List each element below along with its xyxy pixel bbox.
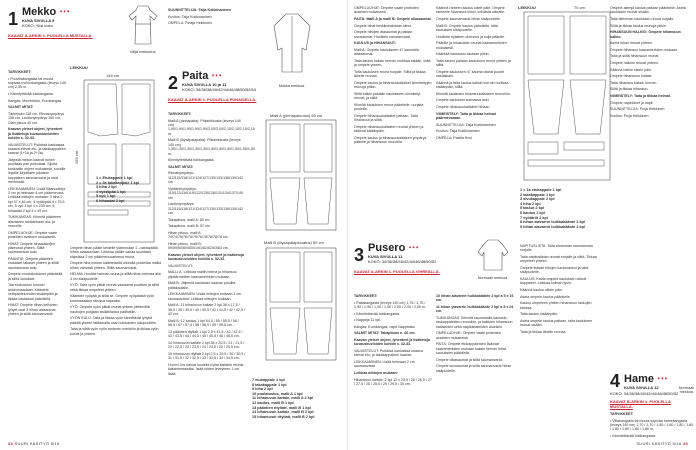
shirt-icon — [272, 10, 312, 80]
instruction-text: Ompele hihansuu kaavamerkkien mukaan. — [610, 47, 679, 52]
pusero-text: Leikkaa mittojen mukaan: — [354, 370, 398, 375]
instruction-text: Malli B: Ompele kaulus pääntielle, taita kauluksen sisäpuolelle. — [436, 23, 498, 32]
instruction-text: Ompele kauluksen 47 sauma oikeat puolet vastakkain. — [436, 69, 504, 79]
paita-col-1 — [168, 112, 255, 378]
right-page — [348, 0, 696, 450]
pieces-item: 2 = 2a takakappale 1 kpl — [96, 180, 140, 185]
pusero-text: • Nappeja 11 kpl. — [354, 318, 381, 323]
instruction-text: Taita alemman kauluksen reuna nurjalle. — [610, 17, 675, 21]
pusero-text: PAITA: Ompele etukappaleiden lisäosat kaavamerkkien mukaan kaksin kerroin hihat kauluksien pääntielle. — [436, 342, 506, 356]
paita-text: VALMIT MITAT: — [168, 164, 194, 169]
instruction-text: Ompele saumanvarat hihan sisäpuolelle. — [436, 17, 501, 21]
right-schematic-width: 70 cm — [574, 5, 585, 10]
right-col-1 — [354, 6, 432, 147]
paita-illustration — [272, 10, 312, 92]
instruction-text: VIIMEISTELY: Taita ja tikkaa helmat. — [610, 93, 671, 98]
hame-dots: ∙∙∙ — [657, 373, 668, 385]
instruction-text: Taita kaulus kaksin kerroin nurkkaa sisään, silitä ja ompele yhteen. — [354, 58, 431, 68]
mekko-text: Ompele hiha mekon käänteisellä oikealla puolellaa mallia hihan vahvasti yhteen. Silitä saumanvarat. — [70, 261, 162, 270]
instruction-text: Ompele hihansuukaitaleet paitaan. Taita hihansuut ja silitä. — [354, 113, 418, 123]
pieces-item: 6 hihaadat 2 kpl — [96, 198, 125, 203]
hame-size: KOKO: 34/36/38/40/42/44/46/48/50/52 — [610, 391, 679, 396]
mekko-text: HIHAT: Ompele hihaaukkojen yläreunat yhteen. Silitä saumanvarat auki. — [8, 241, 55, 255]
pieces-item: 9 hiha 2 kpl — [252, 387, 273, 392]
pusero-text: TUKIKANGAS: Kiinnitä saumanalla kaulusin, etukappaleiden reunoihin, ja kaikkien hihansuun kaitaleiden sekä napitustaiteiden alueisiin. — [436, 316, 513, 329]
paita-pieces-list — [252, 378, 346, 419]
paita-text: 14 hihanuvun kaitale 2 kpl 38 x 20,5 / 21 / 21,5 / 22 / 22,5 / 23 / 23,5 / 24 / 24,5 / 25 / 25,5 cm. — [168, 340, 245, 350]
pusero-pieces-list — [520, 188, 612, 229]
instruction-text: Taita hihansuu kaksin kerroin. — [610, 80, 658, 85]
mekko-illustration — [126, 4, 160, 52]
paita-text: Takapituus, malli A: 60 cm — [168, 217, 210, 222]
instruction-text: Taita kaulus sisäänpäin. — [520, 312, 559, 317]
paita-pattern-link[interactable]: KAAVAT A-ARKIN 1. PUOLELLA PUNAISELLA. — [168, 97, 257, 102]
mekko-text: VALMISTELUT: Poikkisä kankaissa osaava etevat etu- ja takakappaleen kaavat (1+1a ja 2+2a). — [8, 142, 66, 156]
mekko-text: VYÖ: Ompele vyön pitkät reunat yhteen jättämällä nauhojen pohjaan sisääntaotot pääfotkiin. — [70, 305, 150, 314]
paita-style: KUVA SIVULLA 10 ja 11 — [182, 82, 227, 87]
pusero-header — [354, 242, 474, 274]
pusero-col-1 — [354, 294, 432, 389]
instruction-text: SUUNNITTELIJA: Taija Kokkinaninen — [436, 122, 496, 127]
instruction-text: Silitä kaikki paidalle kaulukseen kiinnitetyt reunat, ja silitä. — [354, 91, 421, 101]
pusero-cutting-layout — [518, 4, 614, 182]
left-page-number: 34 — [8, 441, 14, 446]
instruction-text: Kääntää kaulaosio kaulaan pitkin. — [436, 52, 490, 57]
pieces-item: 1 = 1a etukappale 1 kpl — [520, 188, 562, 192]
instruction-text: Ompele listaan hihojen kaulusaukot ja taita sisäpuolelle. — [520, 266, 589, 275]
paita-text: Kiinnitytettävää tukikangasta. — [168, 158, 215, 163]
mekko-text: • Puuvillakangasta tai muuta sopivaa mekkokangasta (leveys 145 cm) 2,55 m. — [8, 76, 66, 90]
mekko-text: Kääntele vyöpää ja silitä se. Ompele vyöpäästä vyön kummassakin sivussa kapeaksi. — [70, 294, 155, 303]
right-col-4 — [610, 6, 690, 120]
pusero-text: • Kiinnitettävää tukikangasta. — [354, 311, 401, 316]
instruction-text: VIIMEISTELY: Taita ja tikkaa helmat päärmevaraan. — [436, 111, 496, 120]
pieces-item: 14 hihanuvun kaitale, malli B 2 kpl — [252, 410, 314, 415]
pusero-text: VALMISTELUT: Poikkisä kankaissa osaava etevat etu- ja takakappaleen kaavat. — [354, 348, 423, 358]
schematic-width: 145 cm — [106, 73, 120, 78]
mekko-cutting-layout — [70, 64, 160, 244]
pieces-item: 10 puolatuslus, malli A 1 kpl — [252, 391, 303, 396]
mekko-text: Tärkeysko 118 cm, Rinnanympärys 158 cm, Lantionympärys 160 cm, Olan pituus 40 cm. — [8, 111, 65, 125]
instruction-text: SUUNNITTELIJA: Pinja Heikkinen — [610, 107, 665, 112]
mekko-text: Kaavan yleiset ohjeet, lyhenteet ja lisätietoja kuvauskuvioiden kohtiin s. 32-33. — [8, 127, 63, 140]
paita-text: Malli B (löysäpalapaita): Pöksirikkusta (leveys 140 cm) 1,30/1,30/1,30/1,30/1,30/1,40/1,40/1,40/1,50/1,50/1,50 m. — [168, 138, 255, 156]
pusero-text: • Paitakangasta (leveys 140 cm) 1,75 / 1,75 / 1,90 / 1,90 / 1,90 / 1,90 / 2,00 / 2,00 / 2,00 m. — [354, 300, 426, 309]
mekko-text: PÄÄNTIE: Ompele pääntien mukaiset takaset yhteen ja silitä saumanvarat auki. — [8, 257, 59, 270]
pusero-text: TARVIKKEET: — [354, 294, 378, 298]
instruction-text: Silitä ja tikkaa kaulus reunoja pitkin. — [610, 23, 667, 28]
mekko-col-1 — [8, 70, 66, 319]
paita-text: Lantionympärys: 112/115/118/121/124/127/130/133/136/139/142 cm — [168, 202, 244, 216]
paita-dots: ∙∙∙ — [211, 70, 223, 82]
mekko-number: 1 — [8, 9, 19, 29]
hame-title: Hame — [624, 373, 654, 385]
instruction-text: Silitä ja tikkaa hihansuu. — [610, 87, 649, 92]
pusero-title: Pusero — [368, 242, 406, 254]
schematic-a-label: Malli A (pinnapainotus) 50 cm — [270, 113, 323, 118]
instruction-text: Taita kauluksen reuna nurjalle. Silitä ja tikkaa lähelle reunaa. — [354, 69, 426, 79]
instruction-text: Ompele kaulus ja hihansuukaitaleet kiinnitettyjen reunoja pitkin. — [354, 80, 432, 90]
paita-text: 13 pääntien rityliatt 1 kpl 2,5 x 41,5 / 42 / 42,5 / 43 / 43,5 / 44 / 44,5 / 45 / 45,5 / 46 / 46,5 cm. — [168, 329, 243, 339]
paita-title: Paita — [182, 70, 209, 82]
hame-photo-caption: Normaali mekkoa. — [678, 386, 694, 394]
mekko-text: OMPELUOHJE: Ompele vaate pinteiden avaimen mukaisesti. — [8, 230, 58, 240]
mekko-text: Järjestä mekon kaavat toinen puolilaas pari puikulaas. Sijoita kankaalle ohjeet mukaisesti, suorille linjoille kirjoittaen jokaisen kappaleen saumanvarat ja osat merkinnät. — [8, 158, 66, 185]
pieces-item: 7 vyötäröt 2 kpl — [520, 215, 548, 220]
hame-pattern-link[interactable]: KAAVAT B-ARKIN 1. PUOLELLA MUSTALLA. — [610, 399, 671, 409]
instruction-text: Taita ja silitä hihansuun reunat. — [610, 54, 660, 59]
instruction-text: Aseta ompele kaulus pääntielle. — [520, 294, 571, 299]
paita-cutting-layout — [250, 112, 344, 367]
pieces-item: 13 pääntien rityliatt, malli B 1 kpl — [252, 405, 311, 410]
right-footer — [636, 441, 688, 446]
instruction-text: Malli A: Ompele kaulukseen 47 saumalla alassaumat. — [354, 47, 419, 57]
paita-text: Kuvitus: Talja Kokkinaninen — [168, 14, 212, 19]
pieces-item: 4 vyötöpää 1 kpl — [96, 189, 126, 194]
mekko-text: VYÖN KULU: Taita ja tikkaa vyön kiinnittävät lyhyitä paleitä yhteen taittamalla osan kankaiden ulkopuolelle. — [70, 316, 157, 325]
paita-text: Hihan pituus, malli B: 59/59/60/60/60/61/61/62/62/63/63 cm — [168, 241, 228, 251]
mekko-text: VYÖ: Taita vyön pitkät reunat vastaavat puoliiset ja silitä sekä tikkaa ompeleet yhteen. — [70, 283, 160, 292]
pusero-text: VALMIT MITAT: Takapituus n. 66 cm. — [354, 331, 416, 336]
instruction-text: Käännä kaulus oikein päin. — [520, 288, 563, 292]
pieces-item: 8 hihan alavarrin hulkkakäänte 2 kpl — [520, 220, 585, 225]
pieces-item: 5 taskut 2 kpl — [520, 206, 545, 211]
mekko-size: KOKO: Yksi koko — [22, 23, 53, 28]
mekko-text: Taita ja silitä vyön vyön avoimen merkkiin ja tikkaa vyön kuluts ja yhteen. — [70, 327, 159, 336]
pusero-text: Ompele olkasaumat ja silitä saumanvarat. — [436, 357, 503, 362]
pusero-dots: ∙∙∙ — [408, 242, 420, 254]
instruction-text: OMPELU: Pasilla Hovi — [436, 135, 472, 140]
paita-text: 15 hihanuvun rityliatt 2 kpl 2,5 x 29,5 / 30 / 30,5 / 31 / 31,5 / 32 / 32,5 / 33 / 33,5 / 34 / 34,5 cm. — [168, 351, 246, 361]
instruction-text: Huolitele riyliatten ohennus ja sulje pääntie. — [436, 34, 506, 39]
instruction-text: Käännä ranteen kaulus oikeit päin. Ompele ranteelle hihansuut kiinni, kohdista oikealle. — [436, 6, 506, 15]
paita-size: KOKO: 34/36/38/40/42/44/46/48/50/52/54 — [182, 87, 256, 92]
instruction-text: Kiinnitä kauluksen reuna pääntielle, nurjalta puolelta. — [354, 102, 424, 112]
pusero-col-2 — [436, 294, 514, 375]
mekko-col-2 — [70, 246, 162, 338]
schematic-title: LEIKKUU — [70, 65, 88, 70]
right-magazine-name: SUURI KÄSITYÖ 5/16 — [636, 441, 682, 446]
paita-text: Hihan pituus, malli A: 74/74/76/76/76/76/76/78/78/78/78 cm — [168, 230, 228, 240]
pieces-item: 5 vyö 1 kpl — [96, 194, 116, 199]
pusero-text: 10 hihan alavarrin hulkkakäänte 2 kpl a 5 x 16 cm. — [436, 294, 514, 303]
instruction-text: Kiinnitä kaulaosio hihansuukaitaleen reunoihin. — [436, 91, 511, 96]
hame-text: • Kiinnitettävää tukikangasta. — [610, 434, 657, 438]
left-magazine-name: SUURI KÄSITYÖ 5/16 — [14, 441, 60, 446]
pieces-item: 1 = Etukappale 1 kpl — [96, 176, 133, 180]
mekko-text: • Kiinnityttävää tukikangasta. — [8, 92, 54, 96]
pusero-text: Hihansuun kaitale: 2 kpl 12 x 25,5 / 26 / 26,5 / 27 / 27,5 / 28 / 28,5 / 29 / 29,5 / 30 cm. — [354, 377, 432, 386]
instruction-text: Ompele hihansuun kaitale. — [610, 74, 653, 79]
instruction-text: OMPELUOHJE: Ompele vaate pinteiden avaimen mukaisesti. — [354, 6, 419, 15]
mekko-text: HELMA: Huolitte helman reuna ja silitä hihan helmaa alla 4 cm sisäpuolelle. — [70, 272, 161, 281]
mekko-text: LEIKKAAMINEN: Lisää filkanuotteja 3 cm ja helmaan 4 cm päärmevara. Leikkaa mittojen mukaan: 3 hiha 2 kpl 57 x 46 cm, 4 vyötöpää 4 x 75,5 cm, 5 vyö 1 kpl 4 x 235 cm, 6 hihaadat 2 kpl 4 x 49 cm. — [8, 186, 66, 213]
instruction-text: Aseta ompele kaulus paitaan, taita kauluksen reunat sisään. — [520, 318, 593, 328]
pusero-text: Kangas: Eurokangas, napit Napptosta. — [354, 324, 416, 329]
hame-style: KUVA SIVULLA 12 — [624, 385, 659, 390]
right-schematic-title: LEIKKUU — [518, 5, 536, 10]
mekko-text: VALMIT MITAT: — [8, 105, 34, 110]
instruction-text: NAPITUSLISTA: Taita etureunan saumanvara nurjalle. — [520, 244, 593, 253]
mekko-text: Kangas: Morrinekko, Eurokangas. — [8, 98, 63, 103]
instruction-text: Ompele hihat keskikohdistaan kiinni. — [354, 23, 413, 28]
paita-text: Malli B: Jäljennä kaulaosio kaavan puolilta paitakaulalle. — [168, 281, 236, 290]
mekko-text: TARVIKKEET: — [8, 70, 32, 74]
hame-number: 4 — [610, 371, 621, 391]
mekko-pattern-link[interactable]: KAAVAT A-ARKIN 1. PUOLELLA MUSTALLA. — [8, 33, 93, 38]
instruction-text: Ompele kaulukset kulmassa auki. — [436, 98, 490, 103]
right-page-number: 35 — [682, 441, 688, 446]
left-footer — [8, 441, 60, 446]
instruction-text: Taita kaulus paitaan kauluksen reuna yhteen ja silitä. — [436, 58, 511, 68]
instruction-text: PAITA: Malli A ja malli B: Ompele olkasaumat. — [354, 17, 432, 21]
instruction-text: Kuvitus: Pinja Heikkinen — [610, 113, 649, 118]
instruction-text: Ompele hihansuukaitaleet hihaan. — [436, 104, 491, 109]
mekko-text: HIHAT: Ompele hihan kelluvien lyhyet osat 3 hihan alasaumat yhteen ja silitä saumanvarat. — [8, 303, 58, 317]
paita-text: LEIKKAAMINEN: Lisää mittojen mukaan 1 cm saumanvarat. Leikkaa mittojen mukaan. — [168, 292, 242, 301]
instruction-text: Ompele halkion reunat yhteen. — [610, 60, 659, 65]
pusero-illustration — [476, 238, 510, 280]
paita-text: VALMISTELUT: — [168, 263, 193, 268]
paita-text: Huom! Jos haluat huolella riyliat kaitalen reunat kaksinkertaisiksi, lisää niiden leveyteen 1 cm lisää. — [168, 362, 244, 376]
pieces-item: 2 takakappale 1 kpl — [520, 192, 555, 197]
pieces-item: 6 kaulus 1 kpl — [520, 210, 545, 215]
paita-number: 2 — [168, 73, 179, 93]
mekko-text: TUKIKANGAS: Kiinnitä päänteen alavaiosin tukikankaan ala- ja reunoille. — [8, 215, 61, 229]
mekko-text: Ompele muotoluotokset pääntiellä ja silitä luotukset. — [8, 272, 63, 281]
pusero-photo-caption: Normaali mekkoa. — [477, 276, 509, 280]
paita-text: Kaavan yleiset ohjeet, lyhenteet ja lisätietoja kuvauskuvioiden kohtiin s. 32-33. — [168, 252, 244, 262]
hame-text: TARVIKKEET: — [610, 412, 634, 416]
instruction-text: Kuvitus: Taija Kokkinaninen — [436, 129, 480, 134]
pieces-item: 12 kaulus, malli B 1 kpl — [252, 400, 294, 405]
instruction-text: Käännä ja taita kaulus kaksin kerroin nurkkaa sisäänpäin, silitä. — [436, 80, 509, 90]
paita-text: Malli B: 12 kaulus 1 kpl 54,5 / 55 / 55,5 / 56 / 56,5 / 57 / 57,5 / 58 / 58,5 / 59 / 59,5 cm. — [168, 318, 239, 328]
instruction-text: Taita ja tikkaa lähelle reunaa. — [520, 329, 567, 334]
mekko-style: KUVA SIVULLA 5 — [22, 18, 55, 23]
pieces-item: 9 hihan alavarrin hulkkakäänte 2 kpl — [520, 224, 585, 229]
paita-text: SUUNNITTELIJA: Talja Kokkinaninen — [168, 8, 232, 12]
paita-intro-col — [168, 8, 258, 28]
mekko-photo-caption: Väljä mekkotus. — [129, 50, 157, 54]
pusero-style: KUVA SIVULLA 11 — [368, 254, 403, 259]
instruction-text: Aseta hihan reunat yhteen. — [610, 41, 653, 46]
pusero-text: Ompele sivusaumat ja silitä saumanvarat hihan sisäpuolelle. — [436, 364, 512, 373]
schematic-b-label: Malli B (löysäpalapinnatus) 50 cm — [264, 240, 324, 245]
instruction-text: Ompele kaulus ja hihansuukaitaleen ympärys pääntie ja hihansuun reunoilla. — [354, 135, 427, 145]
pieces-item: 15 hihanuvun rityliatt, malli B 2 kpl — [252, 414, 315, 419]
paita-text: TARVIKKEET: — [168, 112, 192, 116]
paita-text: Rinnanympärys: 112/115/118/121/124/127/130/133/136/139/142 cm — [168, 171, 244, 185]
instruction-text: Ompele hihansuukaitaleen reunat yhteen ja käännä sisäänpäin. — [354, 124, 424, 134]
pieces-item: 4 hiha 2 kpl — [520, 201, 541, 206]
instruction-text: Ompele alempi kaulus paitaan pääntielle. Aseta kauluksen reunat sisään. — [610, 6, 686, 15]
paita-text: Vyötärönympärys: 110/113/116/119/122/125/128/131/134/137/140 cm — [168, 186, 243, 200]
mekko-title: Mekko — [22, 6, 57, 18]
pieces-item: 8 takakappale 1 kpl — [252, 382, 287, 387]
paita-text: Malli A: 11 hihanuvun kaitale 2 kpl 38 x 17,5 / 38,5 / 39 / 39,5 / 40 / 40,5 / 41 / 41,5 / 42 / 42,5 / 43 cm. — [168, 303, 245, 317]
right-col-2 — [436, 6, 514, 142]
schematic-height: 255 cm — [74, 150, 79, 164]
pieces-item: 3 sivukappale 2 kpl — [520, 197, 555, 202]
instruction-text: Pääntie ja hihasuiden reunat kaavamerkkien mukaisesti. — [436, 41, 507, 50]
paita-text: Malli A (pinnapaita): Pöksirikkusta (leveys 140 cm) 1,90/1,90/1,90/1,90/1,90/2,00/2,00/2,10/2,10/2,10/2,10 m. — [168, 118, 255, 136]
instruction-text: HIHANSUUN HALKIO: Ompele hihansuun halkio. — [610, 30, 681, 39]
hame-text: • Villakangasta tai muuta sopivaa hamekangasta (leveys 140 cm) 1,70 / 1,70 / 1,80 / 1,80 / 1,80 / 1,80 / 1,80 / 1,80 / 1,80 / 1,80 m. — [610, 418, 694, 432]
mekko-text: Taa etukuvioon kuinnin aukkomaadaan. Kääntele vetäpäntekohdan sisäänpäin ja tikkaa vastaavat pääntiellä. — [8, 283, 58, 301]
instruction-text: KAULUS: Kaula ompele kauluksen oikeat kappaleet. Leikkaa kulmat hyvin. — [520, 277, 587, 286]
instruction-text: Ompele hihojen alasaumat ja paidan sivusaumat. Huolitele saumanvarat. — [354, 30, 413, 39]
pieces-item: 11 hihanuvun kaitale, malli A 2 kpl — [252, 396, 314, 401]
instruction-text: Kaulus ompeleen yhteen hihansuun taskujen kanssa. — [520, 301, 592, 310]
mekko-header — [8, 6, 118, 38]
paita-text: Takapituus, malli B: 57 cm — [168, 224, 210, 229]
pieces-item: 7 etukappale 1 kpl — [252, 378, 285, 382]
pieces-item: 3 hiha 2 kpl — [96, 185, 117, 190]
pusero-text: Kaavan yleiset ohjeet, lyhenteet ja lisätietoja kuvauskuvioiden kohtiin s. 32-33. — [354, 337, 430, 347]
paita-photo-caption: Mukka mekkoa. — [278, 84, 306, 88]
mekko-pieces-list — [96, 176, 162, 204]
mekko-text: Ompele hihan pääle kestelle yläreunaan 1 –vastapäätä hihan alasaumaan. Leikkaa päälle vahaa suuntaan napsikaa 2 cm päärmenuvarinesa reuna. — [70, 246, 158, 259]
pusero-size: KOKO: 34/36/38/40/42/44/46/48/50/52 — [368, 259, 437, 264]
hame-col — [610, 412, 694, 441]
right-col-3 — [520, 244, 600, 336]
pusero-pattern-link[interactable]: KAAVAT A-ARKIN 1. PUOLELLA VIHREÄLLÄ. — [354, 269, 440, 274]
pusero-text: OMPELUOHJE: Ompele vaate pinteiden avaimen mukaisesti. — [436, 331, 501, 340]
pusero-text: 11 hihan ylavarrin hulkkakäänte 2 kpl a 5 x 24 cm. — [436, 305, 514, 314]
instruction-text: Taita napituslistan reunat nurjalle ja silitä. Tikkaa ompeleet yhteen. — [520, 255, 597, 264]
paita-text: MALLI A: Leikkaa maltin helma ja hihansuu ylipäärmeiden kaavamerkkien mukaan. — [168, 270, 237, 279]
blouse-icon — [476, 238, 510, 272]
instruction-text: Käännä halkio oikein päin. — [610, 67, 652, 72]
pusero-text: LEIKKAAMINEN: Lisää helmaan 2 cm saumanvarat. — [354, 359, 415, 369]
pusero-number: 3 — [354, 245, 365, 265]
dress-icon — [126, 4, 160, 46]
instruction-text: Ompele napinlävet ja napit. — [610, 100, 654, 105]
instruction-text: KAULUS ja HIHANSUUT: — [354, 41, 396, 46]
paita-text: OMPELU: Pinaja Heikkinen — [168, 21, 212, 26]
paita-header — [168, 70, 268, 102]
mekko-dots: ∙∙∙ — [59, 6, 70, 18]
